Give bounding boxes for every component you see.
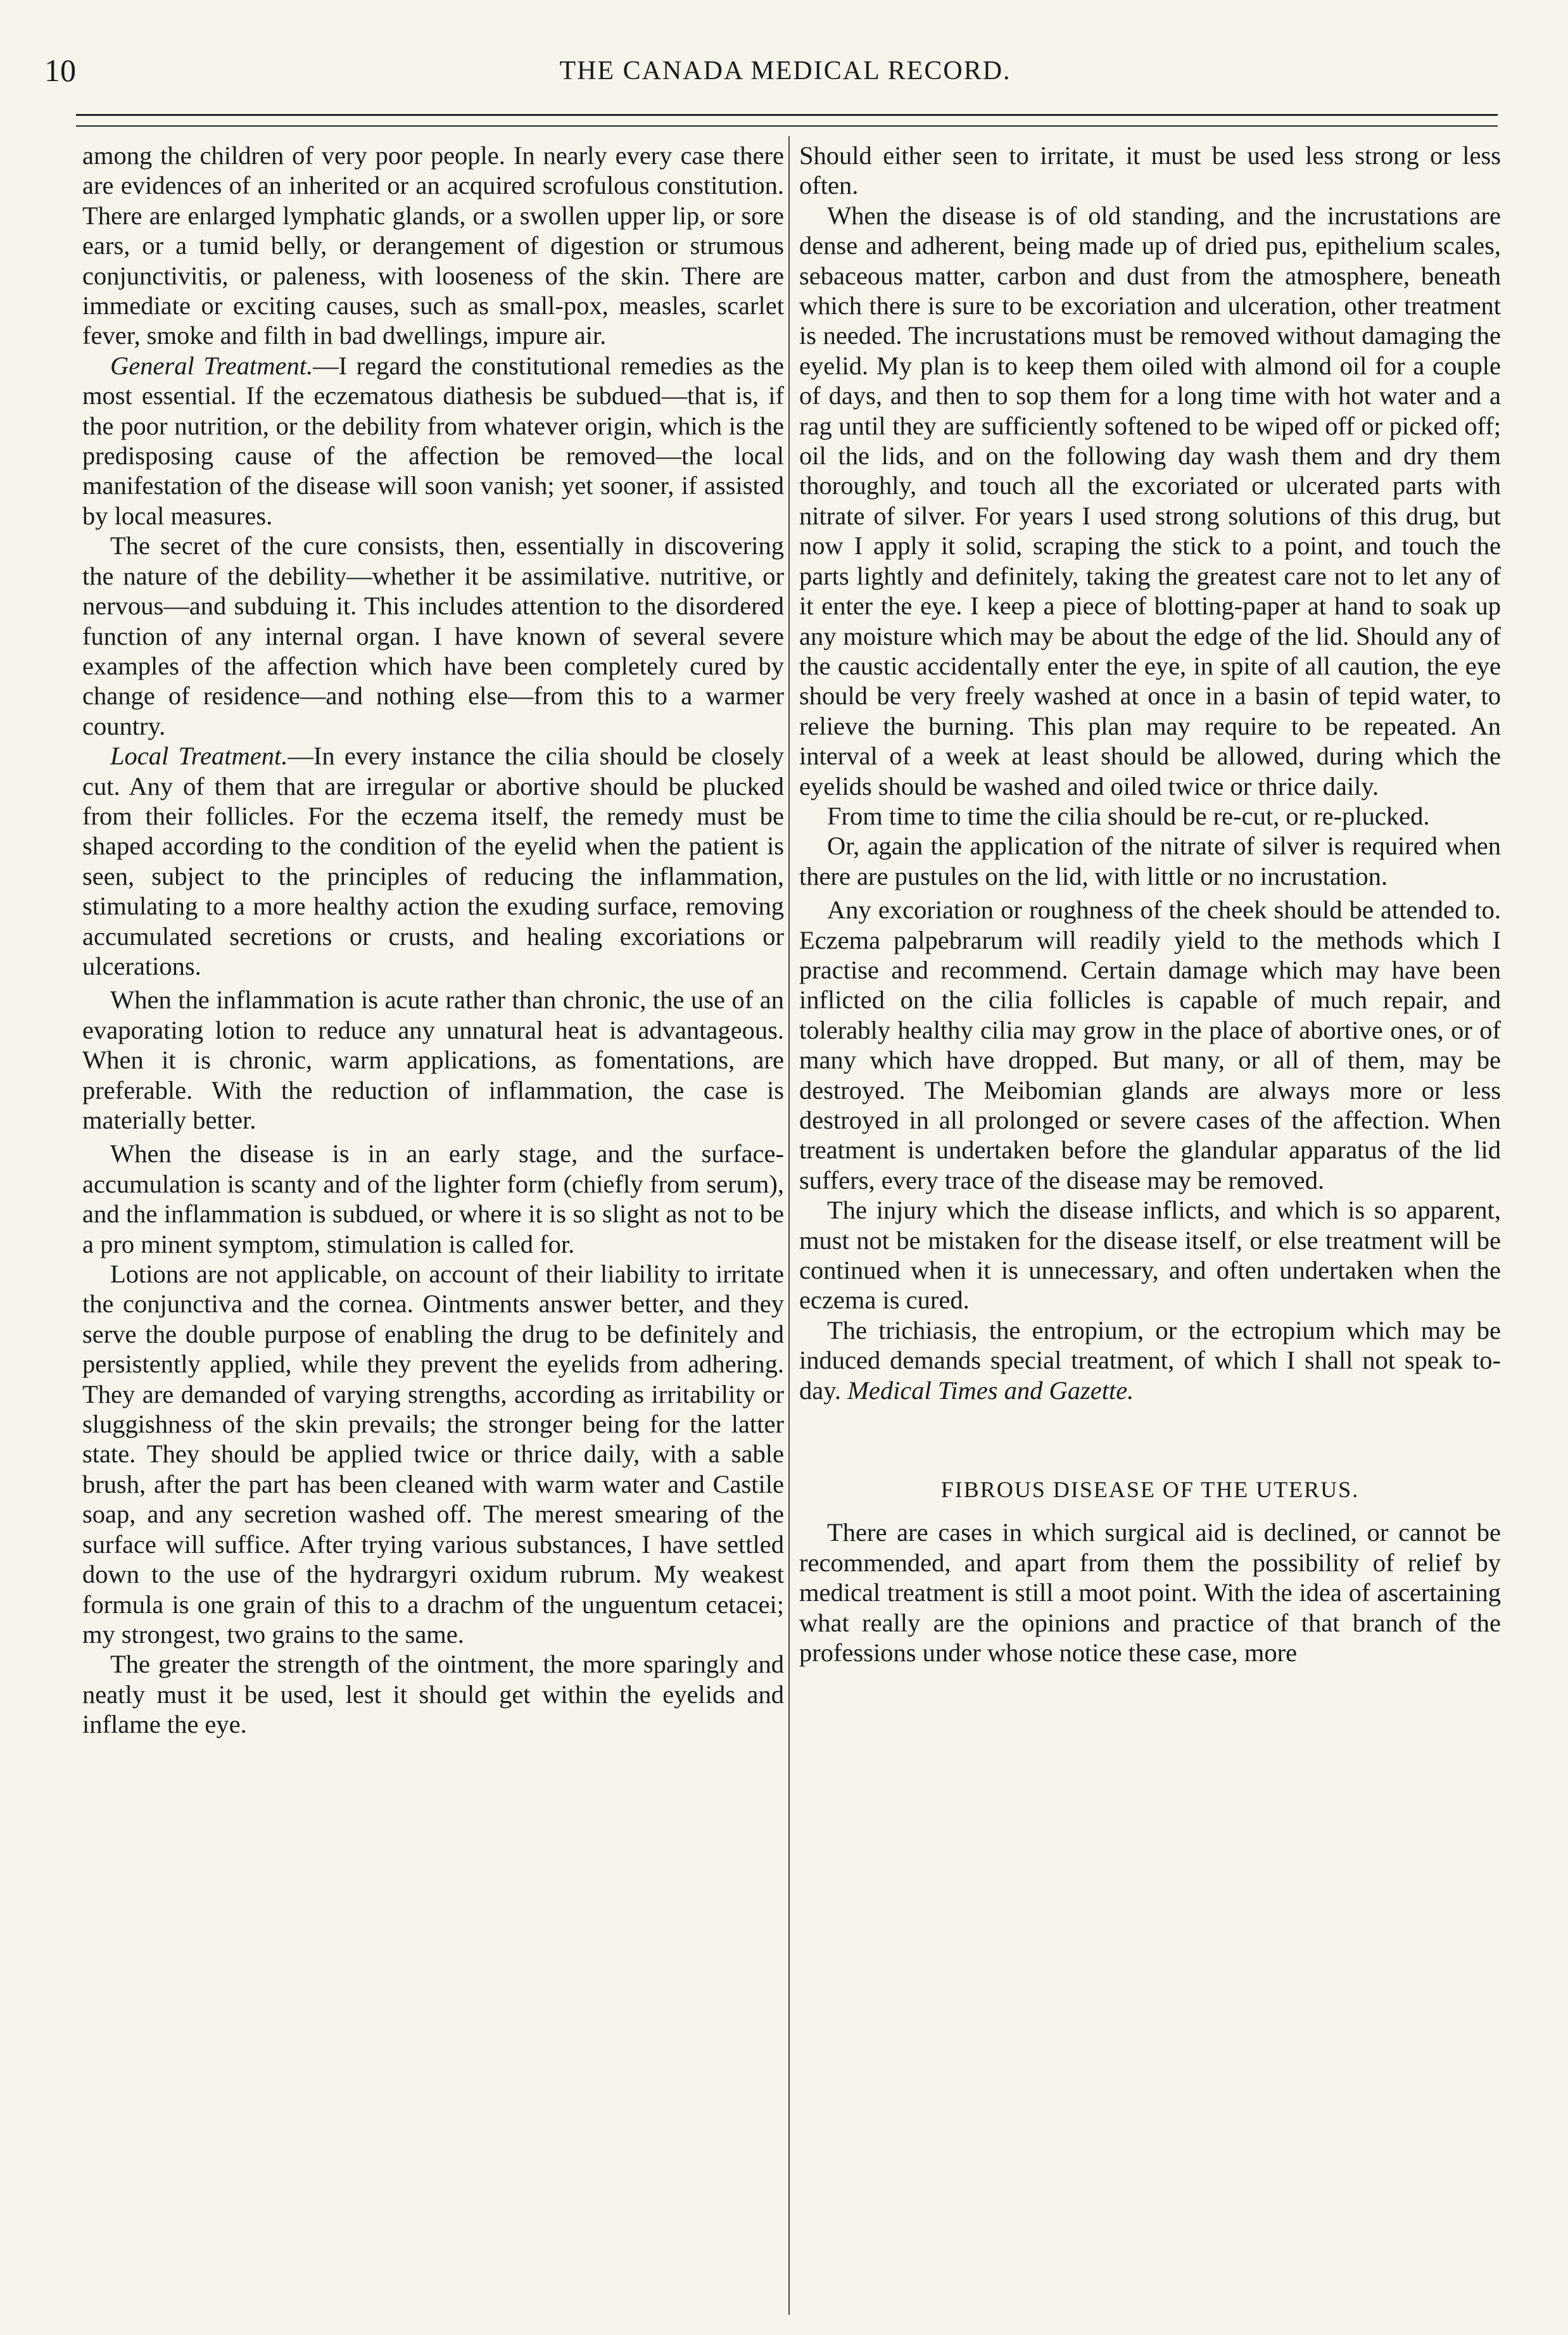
paragraph: There are cases in which surgical aid is declined, or cannot be recommended, and apart from them the possibility of relief by medical treatment is still a moot point. With the idea of ascertaining what really are the opinions and practice of that branch of the professions under whose notice these case, more (799, 1518, 1501, 1667)
paragraph: among the children of very poor people. In nearly every case there are evidences of an inherited or an acquired scrofulous constitution. There are enlarged lymphatic glands, or a swollen upper lip, or sore ears, or a tumid belly, or derangement of digestion or strumous conjunctivitis, or paleness, with looseness of the skin. There are immediate or exciting causes, such as small-pox, measles, scarlet fever, smoke and filth in bad dwellings, impure air. (82, 141, 784, 350)
header-rule-bottom (76, 125, 1498, 127)
paragraph: The injury which the disease inflicts, and which is so apparent, must not be mistaken for the disease itself, or else treatment will be continued when it is unnecessary, and often undertaken when the eczema is cured. (799, 1196, 1501, 1315)
run-in-heading: General Treatment. (110, 351, 313, 380)
paragraph: When the disease is in an early stage, and the surface-accumulation is scanty and of the lighter form (chiefly from serum), and the inflammation is subdued, or where it is so slight as not to be a pro minent symptom, stimulation is called for. (82, 1139, 784, 1258)
paragraph: The greater the strength of the ointment, the more sparingly and neatly must it be used, lest it should get within the eyelids and inflame the eye. (82, 1650, 784, 1739)
paragraph: Lotions are not applicable, on account of their liability to irritate the conjunctiva and the cornea. Ointments answer better, and they serve the double purpose of enabling the drug to be definitely and persistently applied, while they prevent the eyelids from adhering. They are demanded of varying strengths, according as irritability or sluggishness of the skin prevails; the stronger being for the latter state. They should be applied twice or thrice daily, with a sable brush, after the part has been cleaned with warm water and Castile soap, and any secretion washed off. The merest smearing of the surface will suffice. After trying various substances, I have settled down to the use of the hydrargyri oxidum rubrum. My weakest formula is one grain of this to a drachm of the unguentum cetacei; my strongest, two grains to the same. (82, 1260, 784, 1648)
left-column (82, 141, 784, 1740)
paragraph-text: —In every instance the cilia should be closely cut. Any of them that are irregular or abortive should be plucked from their follicles. For the eczema itself, the remedy must be shaped according to the condition of the eyelid when the patient is seen, subject to the principles of reducing the inflammation, stimulating to a more healthy action the exuding surface, removing accumulated secretions or crusts, and healing excoriations or ulcerations. (82, 742, 784, 980)
page-number: 10 (44, 53, 76, 88)
paragraph: When the inflammation is acute rather than chronic, the use of an evaporating lotion to reduce any unnatural heat is advantageous. When it is chronic, warm applications, as fomentations, are preferable. With the reduction of inflammation, the case is materially better. (82, 985, 784, 1134)
paragraph: Or, again the application of the nitrate of silver is required when there are pustules on the lid, with little or no incrustation. (799, 832, 1501, 890)
paragraph (799, 1315, 1501, 1405)
page-header (44, 52, 1526, 96)
paragraph-text: The trichiasis, the entropium, or the ectropium which may be induced demands special treatment, of which I shall not speak to-day. (799, 1315, 1501, 1405)
right-column (799, 141, 1501, 1668)
source-citation: Medical Times and Gazette. (847, 1376, 1134, 1405)
header-rule-top (76, 114, 1498, 116)
paragraph: Should either seen to irritate, it must be used less strong or less often. (799, 141, 1501, 200)
paragraph (82, 351, 784, 531)
run-in-heading: Local Treatment. (110, 742, 288, 771)
paragraph: The secret of the cure consists, then, essentially in discovering the nature of the debility—whether it be assimilative. nutritive, or nervous—and subduing it. This includes attention to the disordered function of any internal organ. I have known of several severe examples of the affection which have been completely cured by change of residence—and nothing else—from this to a warmer country. (82, 531, 784, 740)
paragraph (82, 741, 784, 981)
column-divider (788, 136, 790, 2315)
journal-title: THE CANADA MEDICAL RECORD. (559, 56, 1011, 85)
paragraph: When the disease is of old standing, and the incrustations are dense and adherent, being made up of dried pus, epithelium scales, sebaceous matter, carbon and dust from the atmosphere, beneath which there is sure to be excoriation and ulceration, other treatment is needed. The incrustations must be removed without damaging the eyelid. My plan is to keep them oiled with almond oil for a couple of days, and then to sop them for a long time with hot water and a rag until they are sufficiently softened to be wiped off or picked off; oil the lids, and on the following day wash them and dry them thoroughly, and touch all the excoriated or ulcerated parts with nitrate of silver. For years I used strong solutions of this drug, but now I apply it solid, scraping the stick to a point, and touch the parts lightly and definitely, taking the greatest care not to let any of it enter the eye. I keep a piece of blotting-paper at hand to soak up any moisture which may be about the edge of the lid. Should any of the caustic accidentally enter the eye, in spite of all caution, the eye should be very freely washed at once in a basin of tepid water, to relieve the burning. This plan may require to be repeated. An interval of a week at least should be allowed, during which the eyelids should be washed and oiled twice or thrice daily. (799, 201, 1501, 800)
paragraph-text: —I regard the constitutional remedies as the most essential. If the eczematous diathesis be subdued—that is, if the poor nutrition, or the debility from whatever origin, which is the predisposing cause of the affection be removed—the local manifestation of the disease will soon vanish; yet sooner, if assisted by local measures. (82, 351, 784, 530)
section-title: FIBROUS DISEASE OF THE UTERUS. (940, 1477, 1360, 1503)
paragraph: Any excoriation or roughness of the cheek should be attended to. Eczema palpebrarum will readily yield to the methods which I practise and recommend. Certain damage which may have been inflicted on the cilia follicles is capable of much repair, and tolerably healthy cilia may grow in the place of abortive ones, or of many which have dropped. But many, or all of them, may be destroyed. The Meibomian glands are always more or less destroyed in all prolonged or severe cases of the affection. When treatment is undertaken before the glandular apparatus of the lid suffers, every trace of the disease may be removed. (799, 895, 1501, 1194)
paragraph: From time to time the cilia should be re-cut, or re-plucked. (827, 801, 1430, 830)
